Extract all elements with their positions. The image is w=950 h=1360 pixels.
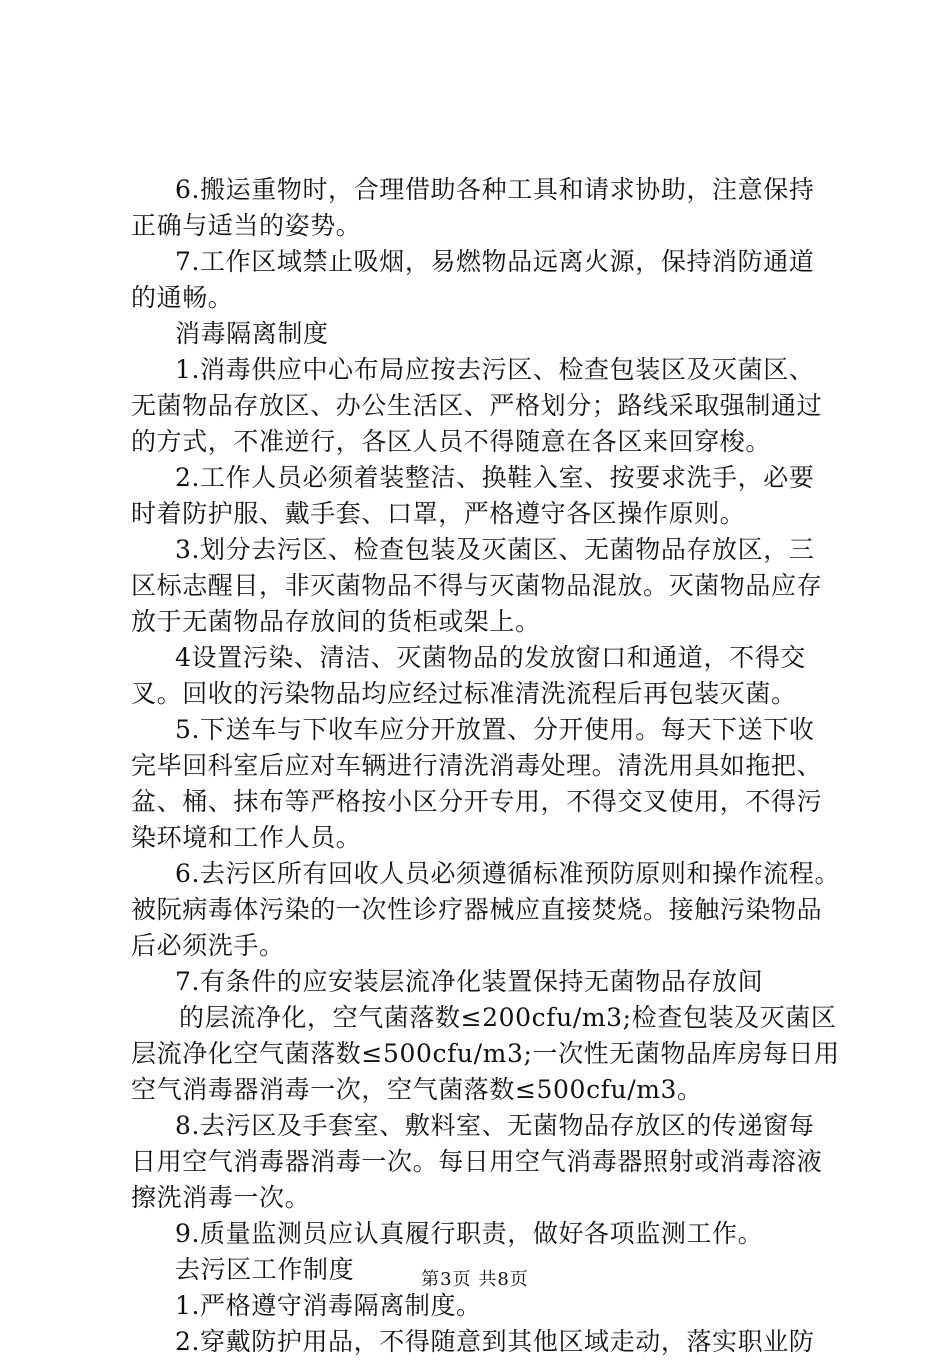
text-line: 6.搬运重物时，合理借助各种工具和请求协助，注意保持: [175, 175, 815, 204]
text-line: 7.有条件的应安装层流净化装置保持无菌物品存放间: [175, 967, 764, 996]
text-line: 后必须洗手。: [131, 931, 285, 960]
text-line: 1.严格遵守消毒隔离制度。: [175, 1291, 482, 1320]
text-line: 盆、桶、抹布等严格按小区分开专用，不得交叉使用，不得污: [131, 787, 823, 816]
text-line: 的通畅。: [131, 283, 234, 312]
text-line: 3.划分去污区、检查包装及灭菌区、无菌物品存放区，三: [175, 535, 815, 564]
text-line: 叉。回收的污染物品均应经过标准清洗流程后再包装灭菌。: [131, 679, 797, 708]
text-line: 被阮病毒体污染的一次性诊疗器械应直接焚烧。接触污染物品: [131, 895, 823, 924]
text-line: 无菌物品存放区、办公生活区、严格划分；路线采取强制通过: [131, 391, 823, 420]
text-line: 的层流净化，空气菌落数≤200cfu/m3;检查包装及灭菌区: [179, 1003, 837, 1032]
text-line: 层流净化空气菌落数≤500cfu/m3;一次性无菌物品库房每日用: [131, 1039, 840, 1068]
text-line: 8.去污区及手套室、敷料室、无菌物品存放区的传递窗每: [175, 1111, 815, 1140]
text-line: 6.去污区所有回收人员必须遵循标准预防原则和操作流程。: [175, 859, 841, 888]
text-line: 完毕回科室后应对车辆进行清洗消毒处理。清洗用具如拖把、: [131, 751, 823, 780]
document-body: [131, 172, 841, 1360]
page-number-footer: 第3页 共8页: [421, 1269, 529, 1290]
text-line: 擦洗消毒一次。: [131, 1183, 311, 1212]
text-line: 4设置污染、清洁、灭菌物品的发放窗口和通道，不得交: [175, 643, 806, 672]
text-line: 时着防护服、戴手套、口罩，严格遵守各区操作原则。: [131, 499, 746, 528]
text-line: 正确与适当的姿势。: [131, 211, 362, 240]
section-heading: 去污区工作制度: [175, 1255, 355, 1284]
text-line: 7.工作区域禁止吸烟，易燃物品远离火源，保持消防通道: [175, 247, 815, 276]
text-line: 染环境和工作人员。: [131, 823, 362, 852]
text-line: 空气消毒器消毒一次，空气菌落数≤500cfu/m3。: [131, 1075, 703, 1104]
text-line: 日用空气消毒器消毒一次。每日用空气消毒器照射或消毒溶液: [131, 1147, 823, 1176]
text-line: 的方式，不准逆行，各区人员不得随意在各区来回穿梭。: [131, 427, 772, 456]
text-line: 2.工作人员必须着装整洁、换鞋入室、按要求洗手，必要: [175, 463, 815, 492]
text-line: 放于无菌物品存放间的货柜或架上。: [131, 607, 541, 636]
text-line: 1.消毒供应中心布局应按去污区、检查包装区及灭菌区、: [175, 355, 815, 384]
section-heading: 消毒隔离制度: [175, 319, 329, 348]
text-line: 2.穿戴防护用品，不得随意到其他区域走动，落实职业防: [175, 1327, 815, 1356]
text-line: 9.质量监测员应认真履行职责，做好各项监测工作。: [175, 1219, 764, 1248]
text-line: 区标志醒目，非灭菌物品不得与灭菌物品混放。灭菌物品应存: [131, 571, 823, 600]
text-line: 5.下送车与下收车应分开放置、分开使用。每天下送下收: [175, 715, 815, 744]
